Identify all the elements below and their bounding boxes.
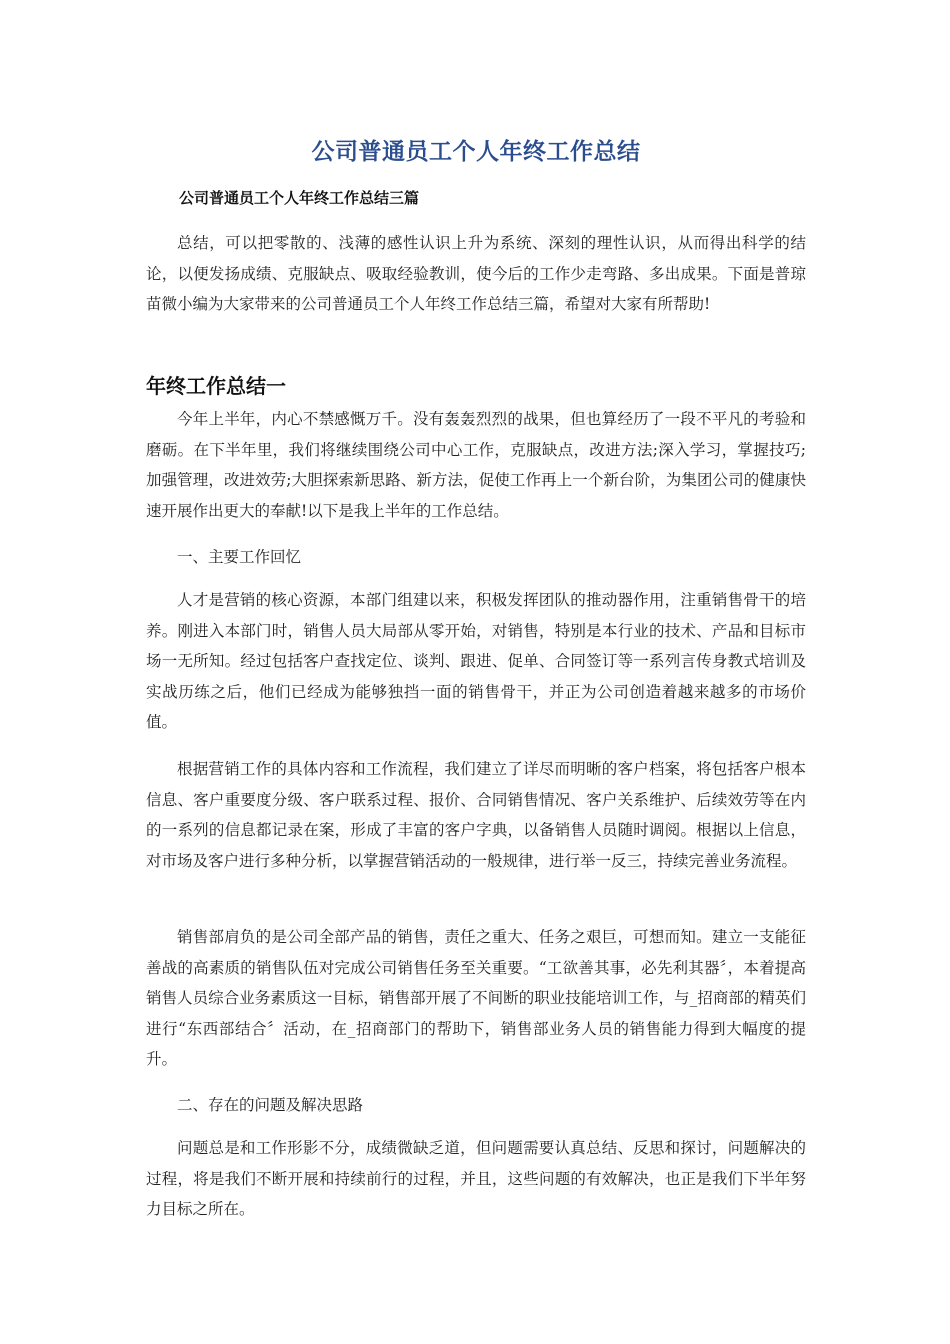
section-heading-1: 年终工作总结一: [146, 374, 286, 398]
document-subtitle: 公司普通员工个人年终工作总结三篇: [179, 189, 420, 207]
paragraph-4: 销售部肩负的是公司全部产品的销售，责任之重大、任务之艰巨，可想而知。建立一支能征善战的高素质的销售队伍对完成公司销售任务至关重要。“工欲善其事，必先利其器〞，本着提高销售人员综合业务素质这一目标，销售部开展了不间断的职业技能培训工作，与_招商部的精英们进行“东西部结合〞活动，在_招商部门的帮助下，销售部业务人员的销售能力得到大幅度的提升。: [146, 928, 806, 1068]
paragraph-1: 今年上半年，内心不禁感慨万千。没有轰轰烈烈的战果，但也算经历了一段不平凡的考验和磨砺。在下半年里，我们将继续围绕公司中心工作，克服缺点，改进方法;深入学习，掌握技巧;加强管理，改进效劳;大胆探索新思路、新方法，促使工作再上一个新台阶，为集团公司的健康快速开展作出更大的奉献!以下是我上半年的工作总结。: [146, 410, 806, 520]
paragraph-2: 人才是营销的核心资源，本部门组建以来，积极发挥团队的推动器作用，注重销售骨干的培养。刚进入本部门时，销售人员大局部从零开始，对销售，特别是本行业的技术、产品和目标市场一无所知。经过包括客户查找定位、谈判、跟进、促单、合同签订等一系列言传身教式培训及实战历练之后，他们已经成为能够独挡一面的销售骨干，并正为公司创造着越来越多的市场价值。: [146, 591, 806, 731]
paragraph-5: 问题总是和工作形影不分，成绩微缺乏道，但问题需要认真总结、反思和探讨，问题解决的过程，将是我们不断开展和持续前行的过程，并且，这些问题的有效解决，也正是我们下半年努力目标之所在。: [146, 1139, 806, 1218]
document-title: 公司普通员工个人年终工作总结: [311, 139, 641, 165]
subheading-main-review: 一、主要工作回忆: [177, 548, 302, 566]
paragraph-3: 根据营销工作的具体内容和工作流程，我们建立了详尽而明晰的客户档案，将包括客户根本信息、客户重要度分级、客户联系过程、报价、合同销售情况、客户关系维护、后续效劳等在内的一系列的信息都记录在案，形成了丰富的客户字典，以备销售人员随时调阅。根据以上信息，对市场及客户进行多种分析，以掌握营销活动的一般规律，进行举一反三，持续完善业务流程。: [146, 760, 806, 870]
subheading-problems: 二、存在的问题及解决思路: [177, 1096, 364, 1114]
intro-paragraph: 总结，可以把零散的、浅薄的感性认识上升为系统、深刻的理性认识，从而得出科学的结论，以便发扬成绩、克服缺点、吸取经验教训，使今后的工作少走弯路、多出成果。下面是普琼苗微小编为大家带来的公司普通员工个人年终工作总结三篇，希望对大家有所帮助!: [146, 234, 806, 313]
